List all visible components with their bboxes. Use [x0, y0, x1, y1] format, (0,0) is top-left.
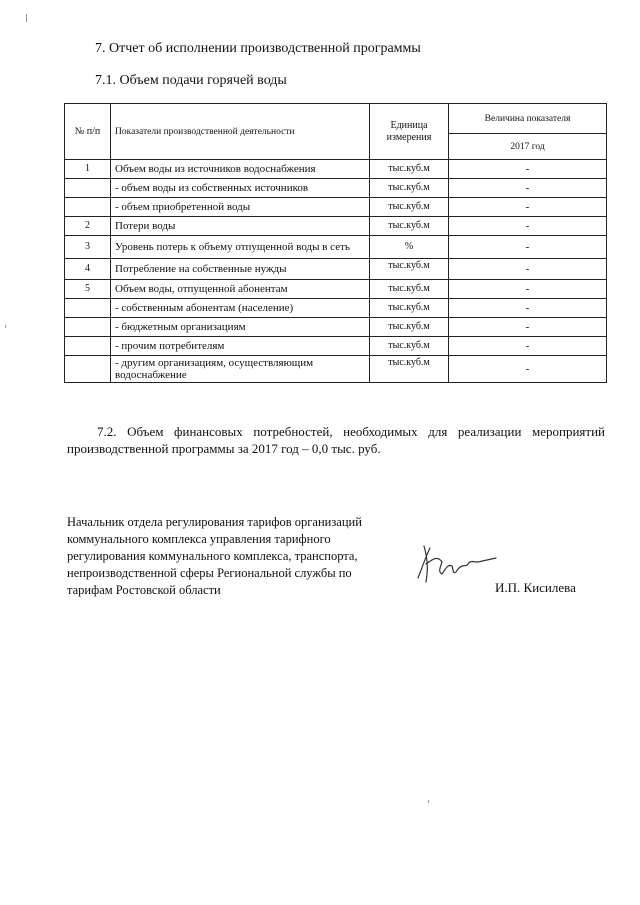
section-heading: 7. Отчет об исполнении производственной программы	[95, 41, 421, 56]
row-number	[65, 179, 111, 198]
row-value: -	[449, 337, 607, 356]
handwritten-signature	[412, 538, 502, 588]
row-unit: тыс.куб.м	[370, 280, 449, 299]
row-indicator: Объем воды из источников водоснабжения	[111, 160, 370, 179]
table-row	[65, 179, 607, 198]
row-value: -	[449, 259, 607, 280]
row-indicator: Потребление на собственные нужды	[111, 259, 370, 280]
row-unit: тыс.куб.м	[370, 318, 449, 337]
water-supply-table	[64, 103, 607, 383]
subsection-heading: 7.1. Объем подачи горячей воды	[95, 73, 287, 88]
row-indicator: - бюджетным организациям	[111, 318, 370, 337]
row-unit: тыс.куб.м	[370, 179, 449, 198]
table-row	[65, 160, 607, 179]
row-unit: тыс.куб.м	[370, 198, 449, 217]
row-value: -	[449, 160, 607, 179]
row-number	[65, 356, 111, 383]
row-unit: %	[370, 236, 449, 259]
signatory-name: И.П. Кисилева	[495, 580, 576, 595]
table-body	[65, 160, 607, 383]
row-unit: тыс.куб.м	[370, 217, 449, 236]
scan-mark	[5, 325, 6, 328]
row-value: -	[449, 179, 607, 198]
row-indicator: - собственным абонентам (население)	[111, 299, 370, 318]
row-unit: тыс.куб.м	[370, 356, 449, 383]
signatory-position: Начальник отдела регулирования тарифов организаций коммунального комплекса управления тарифного регулирования коммунального комплекса, транспорта, непроизводственной сферы Региональной службы по тарифам Ростовской области	[67, 515, 362, 597]
row-unit: тыс.куб.м	[370, 337, 449, 356]
row-indicator: - другим организациям, осуществляющим водоснабжение	[111, 356, 370, 383]
row-indicator: Уровень потерь к объему отпущенной воды в сеть	[111, 236, 370, 259]
table-row	[65, 236, 607, 259]
row-number: 2	[65, 217, 111, 236]
table-row	[65, 217, 607, 236]
row-value: -	[449, 217, 607, 236]
row-number: 3	[65, 236, 111, 259]
row-indicator: - объем приобретенной воды	[111, 198, 370, 217]
row-indicator: - объем воды из собственных источников	[111, 179, 370, 198]
row-number	[65, 299, 111, 318]
row-indicator: Потери воды	[111, 217, 370, 236]
scan-mark	[26, 14, 27, 22]
row-number	[65, 337, 111, 356]
row-value: -	[449, 356, 607, 383]
row-unit: тыс.куб.м	[370, 259, 449, 280]
row-number: 1	[65, 160, 111, 179]
financial-paragraph	[67, 423, 605, 457]
row-value: -	[449, 236, 607, 259]
row-number: 5	[65, 280, 111, 299]
scan-mark	[428, 800, 429, 803]
table-row	[65, 318, 607, 337]
row-number	[65, 198, 111, 217]
header-unit: Единица измерения	[370, 104, 449, 160]
row-unit: тыс.куб.м	[370, 299, 449, 318]
financial-paragraph-text: 7.2. Объем финансовых потребностей, необходимых для реализации мероприятий производственной программы за 2017 год – 0,0 тыс. руб.	[67, 424, 605, 456]
table-row	[65, 259, 607, 280]
table-row	[65, 280, 607, 299]
table-row	[65, 299, 607, 318]
row-value: -	[449, 198, 607, 217]
table-row	[65, 337, 607, 356]
header-indicator: Показатели производственной деятельности	[111, 104, 370, 160]
row-unit: тыс.куб.м	[370, 160, 449, 179]
header-num: № п/п	[65, 104, 111, 160]
row-indicator: Объем воды, отпущенной абонентам	[111, 280, 370, 299]
row-number	[65, 318, 111, 337]
row-value: -	[449, 318, 607, 337]
header-value: Величина показателя	[449, 104, 607, 134]
table-row	[65, 356, 607, 383]
table-row	[65, 198, 607, 217]
row-number: 4	[65, 259, 111, 280]
row-value: -	[449, 280, 607, 299]
header-year: 2017 год	[449, 134, 607, 160]
row-value: -	[449, 299, 607, 318]
row-indicator: - прочим потребителям	[111, 337, 370, 356]
